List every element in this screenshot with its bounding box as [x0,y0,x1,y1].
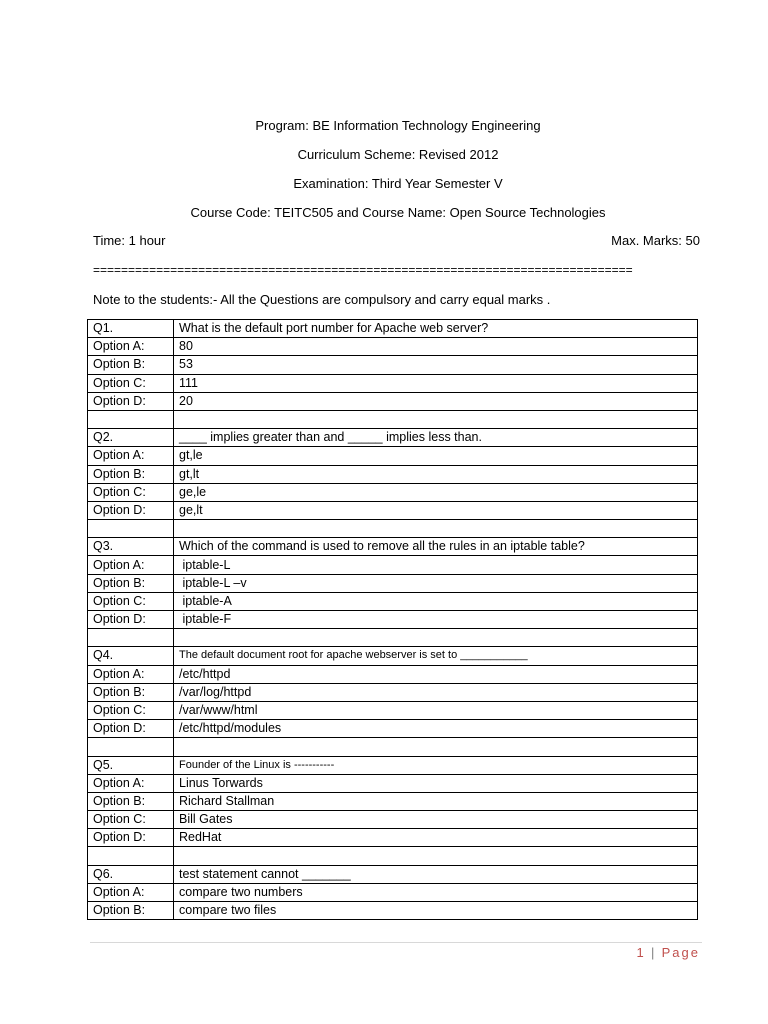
header-curriculum: Curriculum Scheme: Revised 2012 [297,147,499,162]
option-label: Option D: [88,720,174,738]
option-text: ge,lt [174,501,698,519]
table-row [88,665,698,683]
table-row [88,538,698,556]
question-number: Q3. [88,538,174,556]
option-text: gt,le [174,447,698,465]
option-text: RedHat [174,829,698,847]
page-number-label: Page [661,945,700,960]
option-label: Option B: [88,792,174,810]
question-text: The default document root for apache webserver is set to ___________ [174,647,698,665]
option-label: Option A: [88,556,174,574]
option-label: Option A: [88,883,174,901]
question-number: Q2. [88,429,174,447]
table-row [88,647,698,665]
table-row [88,483,698,501]
option-label: Option B: [88,465,174,483]
exam-duration: Time: 1 hour [93,233,166,248]
question-number: Q4. [88,647,174,665]
option-text: Linus Torwards [174,774,698,792]
option-label: Option C: [88,592,174,610]
table-row [88,465,698,483]
table-row [88,429,698,447]
option-text: Richard Stallman [174,792,698,810]
table-row [88,556,698,574]
table-row [88,374,698,392]
table-row [88,683,698,701]
table-row [88,320,698,338]
option-text: /var/log/httpd [174,683,698,701]
option-label: Option A: [88,665,174,683]
table-row [88,701,698,719]
empty-cell [174,629,698,647]
time-marks-row [93,233,700,249]
table-row [88,447,698,465]
option-label: Option A: [88,338,174,356]
table-row [88,902,698,920]
option-text: iptable-L –v [174,574,698,592]
table-row [88,865,698,883]
table-row [88,883,698,901]
max-marks: Max. Marks: 50 [611,233,700,248]
table-row [88,574,698,592]
page-number-separator: | [647,945,658,960]
option-label: Option B: [88,356,174,374]
table-row [88,792,698,810]
option-label: Option A: [88,447,174,465]
empty-cell [88,520,174,538]
empty-cell [174,847,698,865]
option-text: iptable-A [174,592,698,610]
option-label: Option D: [88,611,174,629]
page-number [637,945,700,961]
option-label: Option B: [88,574,174,592]
option-text: ge,le [174,483,698,501]
option-text: /etc/httpd [174,665,698,683]
spacer-row [88,629,698,647]
option-text: /etc/httpd/modules [174,720,698,738]
option-label: Option C: [88,374,174,392]
option-text: iptable-L [174,556,698,574]
table-row [88,720,698,738]
option-label: Option D: [88,829,174,847]
empty-cell [88,847,174,865]
option-text: 20 [174,392,698,410]
option-text: 80 [174,338,698,356]
option-text: iptable-F [174,611,698,629]
option-label: Option D: [88,392,174,410]
question-text: ____ implies greater than and _____ implies less than. [174,429,698,447]
table-row [88,338,698,356]
empty-cell [88,629,174,647]
table-row [88,356,698,374]
question-text: Which of the command is used to remove all the rules in an iptable table? [174,538,698,556]
option-text: 111 [174,374,698,392]
option-text: /var/www/html [174,701,698,719]
empty-cell [174,520,698,538]
spacer-row [88,410,698,428]
spacer-row [88,520,698,538]
option-label: Option B: [88,683,174,701]
empty-cell [174,410,698,428]
option-text: compare two files [174,902,698,920]
table-row [88,501,698,519]
empty-cell [88,410,174,428]
question-table [87,319,698,920]
spacer-row [88,738,698,756]
separator-line: ============================================================================= [93,263,633,277]
table-row [88,774,698,792]
table-row [88,392,698,410]
option-text: compare two numbers [174,883,698,901]
option-text: 53 [174,356,698,374]
empty-cell [174,738,698,756]
question-number: Q6. [88,865,174,883]
question-text: What is the default port number for Apache web server? [174,320,698,338]
header-course: Course Code: TEITC505 and Course Name: Open Source Technologies [190,205,606,220]
spacer-row [88,847,698,865]
header-examination: Examination: Third Year Semester V [293,176,503,191]
option-label: Option C: [88,811,174,829]
header-program: Program: BE Information Technology Engineering [255,118,541,133]
option-label: Option A: [88,774,174,792]
option-text: Bill Gates [174,811,698,829]
table-row [88,611,698,629]
option-label: Option C: [88,483,174,501]
table-row [88,811,698,829]
table-row [88,756,698,774]
question-number: Q5. [88,756,174,774]
option-text: gt,lt [174,465,698,483]
footer-divider [90,942,702,943]
students-note: Note to the students:- All the Questions are compulsory and carry equal marks . [93,292,551,307]
option-label: Option B: [88,902,174,920]
table-row [88,592,698,610]
option-label: Option C: [88,701,174,719]
table-row [88,829,698,847]
option-label: Option D: [88,501,174,519]
page-number-value: 1 [636,945,644,960]
question-text: test statement cannot _______ [174,865,698,883]
empty-cell [88,738,174,756]
question-text: Founder of the Linux is ----------- [174,756,698,774]
question-number: Q1. [88,320,174,338]
